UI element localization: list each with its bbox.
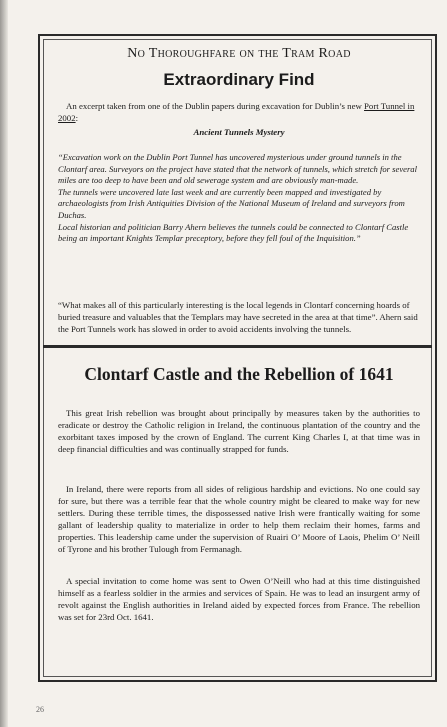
subheading: Ancient Tunnels Mystery — [193, 127, 285, 137]
page-binding-shadow — [0, 0, 8, 727]
quoted-article — [58, 152, 420, 245]
quote-paragraph-3: Local historian and politician Barry Ahern believes the tunnels could be connected to Clontarf Castle being an important Knights Templar preceptory, before they fell foul of the Inquisition.” — [58, 221, 409, 244]
closing-quote-paragraph: “What makes all of this particularly interesting is the local legends in Clontarf concerning hoards of buried treasure and valuables that the Templars may have secreted in the area at that time”. Ahern said the Port Tunnels work has slowed in order to avoid accidents involving the tunnels. — [58, 300, 418, 334]
headline: Extraordinary Find — [163, 70, 315, 89]
section-title: Clontarf Castle and the Rebellion of 1641 — [84, 364, 394, 384]
intro-paragraph — [58, 100, 420, 124]
section-paragraph-3: A special invitation to come home was sent to Owen O’Neill who had at this time distinguished himself as a fearless soldier in the armies and services of Spain. He was to lead an insurgent army of revolt against the English authorities in Ireland aided by expected forces from France. The rebellion was set for 23rd Oct. 1641. — [58, 576, 420, 622]
page-number: 26 — [36, 705, 44, 714]
section-paragraph-2: In Ireland, there were reports from all sides of religious hardship and evictions. No one could say for sure, but there was a terrible fear that the whole country might be cleared to make way for new settlers. During these terrible times, the dispossessed native Irish were frantically waiting for some gallant of leadership quality to materialize in order to help them reclaim their homes, farms and properties. This leadership came under the supervision of Ruairi O’ Moore of Laois, Phelim O’ Neill of Tyrone and his brother Tulough from Fermanagh. — [58, 484, 420, 554]
header-top-line: No Thoroughfare on the Tram Road — [127, 46, 351, 61]
quote-paragraph-1: “Excavation work on the Dublin Port Tunnel has uncovered mysterious under ground tunnels in the Clontarf area. Surveyors on the project have stated that the network of tunnels, which stretch for several miles are too deep to have been and old sewerage system and are obviously man-made. — [58, 152, 417, 186]
intro-text: An excerpt taken from one of the Dublin papers during excavation for Dublin’s new — [66, 101, 365, 111]
intro-colon: : — [75, 113, 79, 123]
section-paragraph-1: This great Irish rebellion was brought about principally by measures taken by the authorities to eradicate or destroy the Catholic religion in Ireland, the continuous plantation of the country and the exorbitant taxes imposed by the crown of England. The current King Charles I, at that time was in deep financial difficulties and was continually strapped for funds. — [58, 408, 420, 454]
section-divider — [43, 345, 432, 348]
quote-paragraph-2: The tunnels were uncovered late last week and are currently been mapped and investigated by archaeologists from Irish Antiquities Division of the National Museum of Ireland and surveyors from Duchas. — [58, 186, 405, 220]
intro-underlined-text: Port Tunnel in 2002 — [58, 101, 415, 123]
